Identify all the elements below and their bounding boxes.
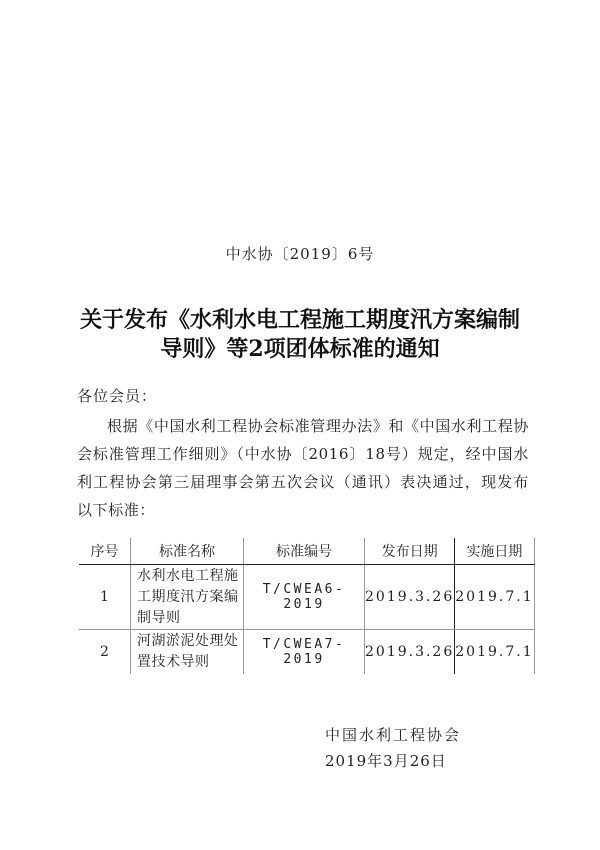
table-row [79, 565, 534, 630]
header-no: 序号 [79, 538, 131, 565]
cell-code: T/CWEA6-2019 [244, 565, 365, 630]
cell-effective: 2019.7.1 [455, 565, 534, 630]
header-name: 标准名称 [131, 538, 244, 565]
table-header-row [79, 538, 534, 565]
document-title [60, 306, 540, 364]
document-number: 中水协〔2019〕6号 [225, 245, 375, 263]
cell-no: 2 [100, 644, 109, 660]
cell-code: T/CWEA7-2019 [244, 630, 365, 675]
cell-published: 2019.3.26 [365, 565, 455, 630]
cell-no: 1 [79, 565, 131, 630]
header-effective: 实施日期 [455, 538, 534, 565]
standards-table [79, 538, 535, 674]
table-row [79, 630, 534, 675]
signature-organization: 中国水利工程协会 [325, 726, 462, 744]
greeting: 各位会员： [77, 387, 158, 405]
header-code: 标准编号 [244, 538, 365, 565]
body-paragraph: 根据《中国水利工程协会标准管理办法》和《中国水利工程协会标准管理工作细则》（中水协〔2016〕18号）规定，经中国水利工程协会第三届理事会第五次会议（通讯）表决通过，现发布以下标准： [77, 417, 529, 519]
signature-date: 2019年3月26日 [325, 752, 447, 770]
header-published: 发布日期 [365, 538, 455, 565]
cell-effective: 2019.7.1 [455, 630, 534, 675]
cell-published: 2019.3.26 [365, 630, 455, 675]
cell-name: 河湖淤泥处理处置技术导则 [131, 630, 244, 675]
title-line-2: 导则》等2项团体标准的通知 [160, 336, 440, 362]
cell-name: 水利水电工程施工期度汛方案编制导则 [131, 565, 244, 630]
title-line-1: 关于发布《水利水电工程施工期度汛方案编制 [79, 307, 520, 333]
